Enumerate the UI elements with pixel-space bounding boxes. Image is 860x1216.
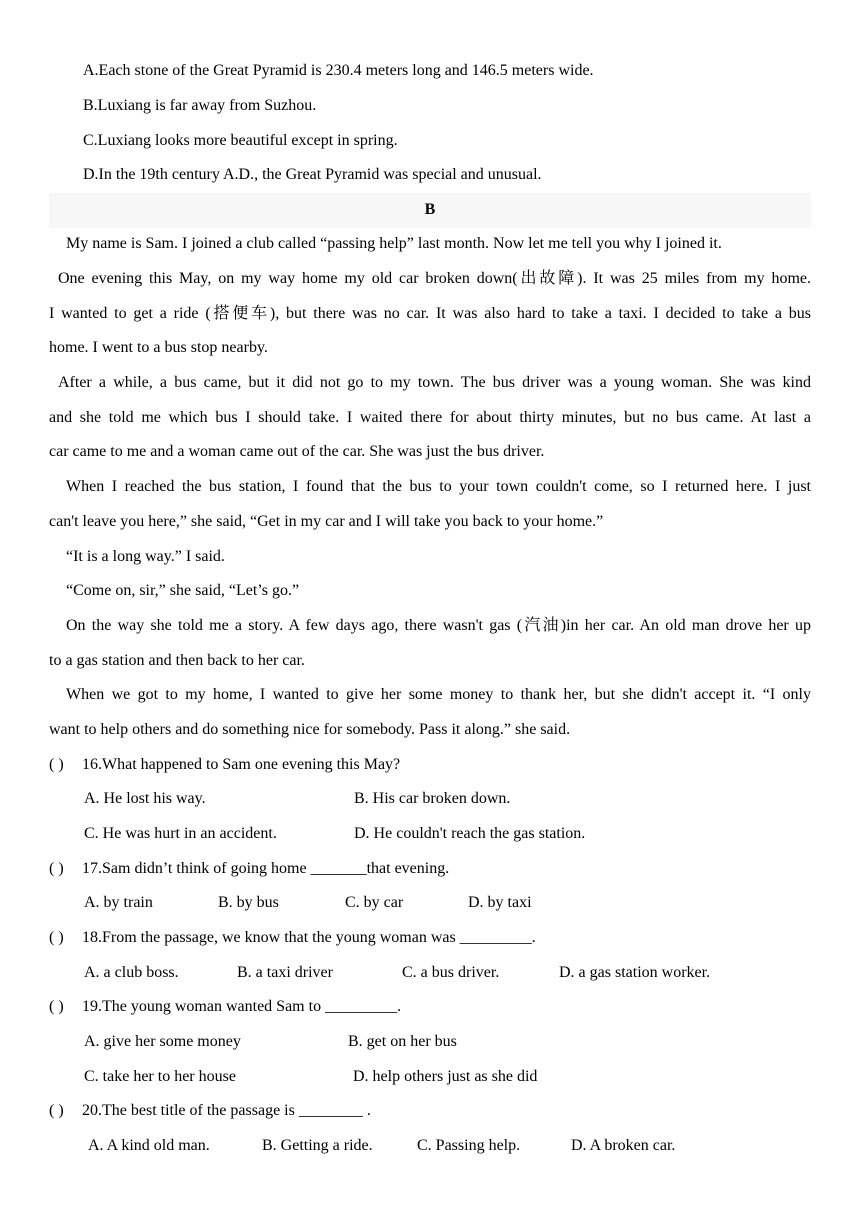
question-option: B. Getting a ride. bbox=[262, 1137, 373, 1154]
answer-blank: ( ) bbox=[49, 998, 64, 1015]
passage-line: My name is Sam. I joined a club called “passing help” last month. Now let me tell you why I joined it. bbox=[66, 235, 722, 252]
answer-blank: ( ) bbox=[49, 929, 64, 946]
question-option: C. He was hurt in an accident. bbox=[84, 825, 277, 842]
question-option: C. take her to her house bbox=[84, 1068, 236, 1085]
passage-line: can't leave you here,” she said, “Get in my car and I will take you back to your home.” bbox=[49, 513, 604, 530]
question-option: A. He lost his way. bbox=[84, 790, 206, 807]
question-option: D. a gas station worker. bbox=[559, 964, 711, 981]
question-option: C. Passing help. bbox=[417, 1137, 521, 1154]
question-option: D. help others just as she did bbox=[353, 1068, 538, 1085]
passage-line: “Come on, sir,” she said, “Let’s go.” bbox=[66, 582, 300, 599]
question-option: B. His car broken down. bbox=[354, 790, 511, 807]
passage-line: “It is a long way.” I said. bbox=[66, 548, 225, 565]
answer-blank: ( ) bbox=[49, 1102, 64, 1119]
passage-line: I wanted to get a ride (搭便车), but there was no car. It was also hard to take a taxi. I decided to take a bus bbox=[49, 305, 811, 322]
question-option: B. a taxi driver bbox=[237, 964, 333, 981]
passage-line: After a while, a bus came, but it did not go to my town. The bus driver was a young woman. She was kind bbox=[58, 374, 811, 391]
question-19: 19.The young woman wanted Sam to _________. bbox=[82, 998, 402, 1015]
question-option: A. A kind old man. bbox=[88, 1137, 210, 1154]
question-option: A. by train bbox=[84, 894, 153, 911]
answer-blank: ( ) bbox=[49, 756, 64, 773]
option-d-line: D.In the 19th century A.D., the Great Pyramid was special and unusual. bbox=[83, 166, 542, 183]
question-option: D. by taxi bbox=[468, 894, 532, 911]
question-16: 16.What happened to Sam one evening this May? bbox=[82, 756, 401, 773]
question-option: D. He couldn't reach the gas station. bbox=[354, 825, 586, 842]
passage-line: home. I went to a bus stop nearby. bbox=[49, 339, 268, 356]
question-option: A. give her some money bbox=[84, 1033, 241, 1050]
question-option: B. by bus bbox=[218, 894, 279, 911]
option-a-line: A.Each stone of the Great Pyramid is 230.4 meters long and 146.5 meters wide. bbox=[83, 62, 594, 79]
question-17: 17.Sam didn’t think of going home _______that evening. bbox=[82, 860, 450, 877]
passage-line: want to help others and do something nice for somebody. Pass it along.” she said. bbox=[49, 721, 571, 738]
question-20: 20.The best title of the passage is ________ . bbox=[82, 1102, 371, 1119]
question-option: C. by car bbox=[345, 894, 404, 911]
passage-line: When we got to my home, I wanted to give her some money to thank her, but she didn't accept it. “I only bbox=[66, 686, 811, 703]
question-option: D. A broken car. bbox=[571, 1137, 676, 1154]
option-b-line: B.Luxiang is far away from Suzhou. bbox=[83, 97, 317, 114]
question-option: C. a bus driver. bbox=[402, 964, 500, 981]
passage-line: and she told me which bus I should take. I waited there for about thirty minutes, but no bus came. At last a bbox=[49, 409, 811, 426]
passage-line: When I reached the bus station, I found that the bus to your town couldn't come, so I returned here. I just bbox=[66, 478, 811, 495]
passage-line: On the way she told me a story. A few days ago, there wasn't gas (汽油)in her car. An old man drove her up bbox=[66, 617, 811, 634]
answer-blank: ( ) bbox=[49, 860, 64, 877]
section-title: B bbox=[49, 193, 811, 228]
passage-line: car came to me and a woman came out of the car. She was just the bus driver. bbox=[49, 443, 545, 460]
passage-line: to a gas station and then back to her car. bbox=[49, 652, 305, 669]
option-c-line: C.Luxiang looks more beautiful except in spring. bbox=[83, 132, 398, 149]
passage-line: One evening this May, on my way home my old car broken down(出故障). It was 25 miles from my home. bbox=[58, 270, 811, 287]
question-option: A. a club boss. bbox=[84, 964, 179, 981]
question-option: B. get on her bus bbox=[348, 1033, 457, 1050]
question-18: 18.From the passage, we know that the young woman was _________. bbox=[82, 929, 536, 946]
